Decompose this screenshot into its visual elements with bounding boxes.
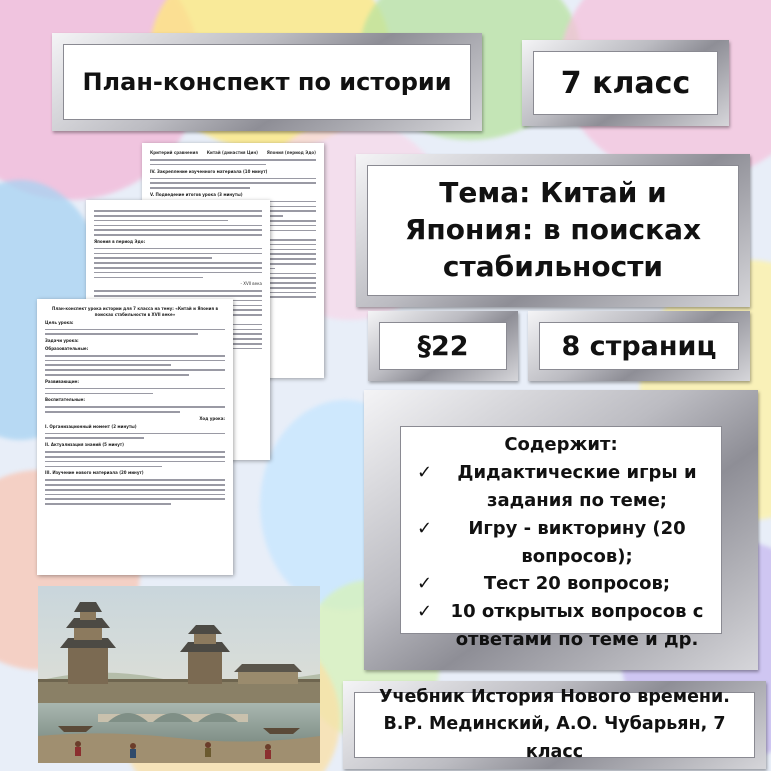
topic-title: Тема: Китай и Япония: в поисках стабильности (367, 165, 739, 296)
grade-label: 7 класс (533, 51, 718, 115)
doc-note: - XVII века (240, 281, 262, 287)
table-col-criterion: Критерий сравнения (150, 150, 198, 155)
list-item-text: Игру - викторину (20 вопросов); (468, 517, 686, 567)
contents-box (400, 426, 722, 651)
doc-goal-label: Цель урока: (45, 319, 74, 325)
grade-panel (522, 40, 729, 126)
chinese-city-painting (38, 586, 320, 763)
list-item (411, 459, 711, 515)
table-col-japan: Япония (период Эдо) (266, 150, 316, 155)
checkmark-icon: ✓ (417, 573, 433, 595)
checkmark-icon: ✓ (417, 517, 433, 539)
page-count: 8 страниц (539, 322, 739, 370)
list-item (411, 598, 711, 654)
doc-act-label: II. Актуализация знаний (5 минут) (45, 442, 124, 448)
doc-org-label: I. Организационный момент (2 минуты) (45, 423, 137, 429)
list-item (411, 570, 711, 598)
page-title: План-конспект по истории (63, 44, 471, 120)
checkmark-icon: ✓ (417, 601, 433, 623)
pages-panel (528, 311, 750, 381)
doc-lesson-label: Ход урока: (199, 415, 225, 421)
paragraph-panel (368, 311, 518, 381)
doc-subheading: Япония в период Эдо: (94, 238, 146, 244)
doc-heading: План-конспект урока истории для 7 класса на тему: «Китай и Япония в поисках стабильности в XVII веке» (52, 306, 218, 317)
doc-dev-label: Развивающие: (45, 378, 79, 384)
list-item-text: 10 открытых вопросов с ответами по теме и др. (450, 601, 704, 651)
textbook-reference: Учебник История Нового времени. В.Р. Мединский, А.О. Чубарьян, 7 класс (354, 692, 755, 758)
doc-tasks-label: Задачи урока: (45, 338, 79, 344)
list-item (411, 515, 711, 571)
doc-new-label: III. Изучение нового материала (20 минут) (45, 470, 144, 476)
table-col-china: Китай (династия Цин) (206, 150, 258, 155)
list-item-text: Дидактические игры и задания по теме; (457, 461, 697, 511)
title-panel (52, 33, 482, 131)
doc-upbr-label: Воспитательные: (45, 397, 85, 403)
table-header (150, 150, 316, 156)
contents-panel (364, 390, 758, 670)
checkmark-icon: ✓ (417, 461, 433, 483)
textbook-panel (343, 681, 766, 769)
topic-panel (356, 154, 750, 307)
document-page-front (37, 299, 233, 575)
doc-section: IV. Закрепление изученного материала (10 минут) (150, 168, 268, 174)
doc-section-2: V. Подведение итогов урока (3 минуты) (150, 191, 243, 197)
painting-illustration (38, 586, 320, 763)
contents-heading: Содержит: (504, 434, 618, 455)
list-item-text: Тест 20 вопросов; (483, 573, 671, 595)
doc-edu-label: Образовательные: (45, 345, 89, 351)
paragraph-number: §22 (379, 322, 507, 370)
